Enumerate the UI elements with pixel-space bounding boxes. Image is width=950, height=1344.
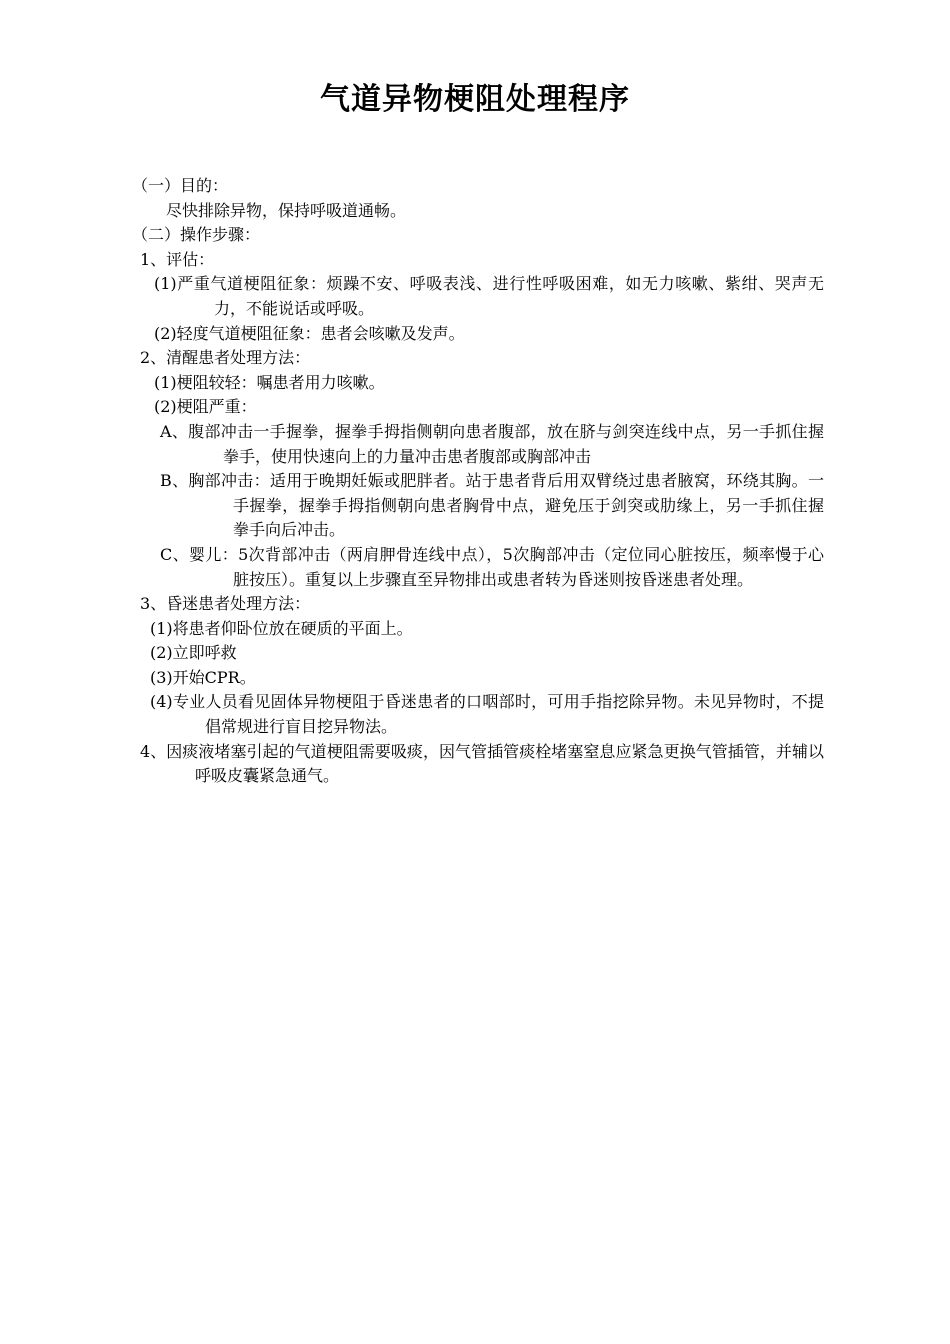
document-body — [132, 174, 824, 789]
item-4: 4、因痰液堵塞引起的气道梗阻需要吸痰，因气管插管痰栓堵塞窒息应紧急更换气管插管，并辅以呼吸皮囊紧急通气。 — [140, 741, 824, 786]
conscious-item-2-c: C、婴儿：5次背部冲击（两肩胛骨连线中点），5次胸部冲击（定位同心脏按压，频率慢于心脏按压）。重复以上步骤直至异物排出或患者转为昏迷则按昏迷患者处理。 — [160, 544, 824, 589]
assess-item-2: (2)轻度气道梗阻征象：患者会咳嗽及发声。 — [154, 323, 465, 343]
page-title: 气道异物梗阻处理程序 — [320, 82, 630, 117]
unconscious-item-1: (1)将患者仰卧位放在硬质的平面上。 — [150, 618, 413, 638]
unconscious-heading: 3、昏迷患者处理方法： — [140, 594, 311, 614]
conscious-item-2-a: A、腹部冲击一手握拳，握拳手拇指侧朝向患者腹部，放在脐与剑突连线中点，另一手抓住握拳手，使用快速向上的力量冲击患者腹部或胸部冲击 — [160, 421, 824, 466]
purpose-text: 尽快排除异物，保持呼吸道通畅。 — [166, 200, 407, 220]
assess-heading: 1、评估： — [140, 249, 215, 269]
unconscious-item-4: (4)专业人员看见固体异物梗阻于昏迷患者的口咽部时，可用手指挖除异物。未见异物时，不提倡常规进行盲目挖异物法。 — [150, 692, 824, 737]
conscious-heading: 2、清醒患者处理方法： — [140, 348, 311, 368]
steps-heading: （二）操作步骤： — [132, 225, 261, 245]
purpose-heading: （一）目的： — [132, 176, 229, 195]
conscious-item-1: (1)梗阻较轻：嘱患者用力咳嗽。 — [154, 372, 385, 392]
assess-item-1: (1)严重气道梗阻征象：烦躁不安、呼吸表浅、进行性呼吸困难，如无力咳嗽、紫绀、哭声无力，不能说话或呼吸。 — [154, 274, 824, 318]
conscious-item-2-b: B、胸部冲击：适用于晚期妊娠或肥胖者。站于患者背后用双臂绕过患者腋窝，环绕其胸。一手握拳，握拳手拇指侧朝向患者胸骨中点，避免压于剑突或肋缘上，另一手抓住握拳手向后冲击。 — [160, 471, 824, 540]
conscious-item-2: (2)梗阻严重： — [154, 397, 257, 417]
unconscious-item-3: (3)开始CPR。 — [150, 667, 256, 687]
unconscious-item-2: (2)立即呼救 — [150, 643, 237, 663]
